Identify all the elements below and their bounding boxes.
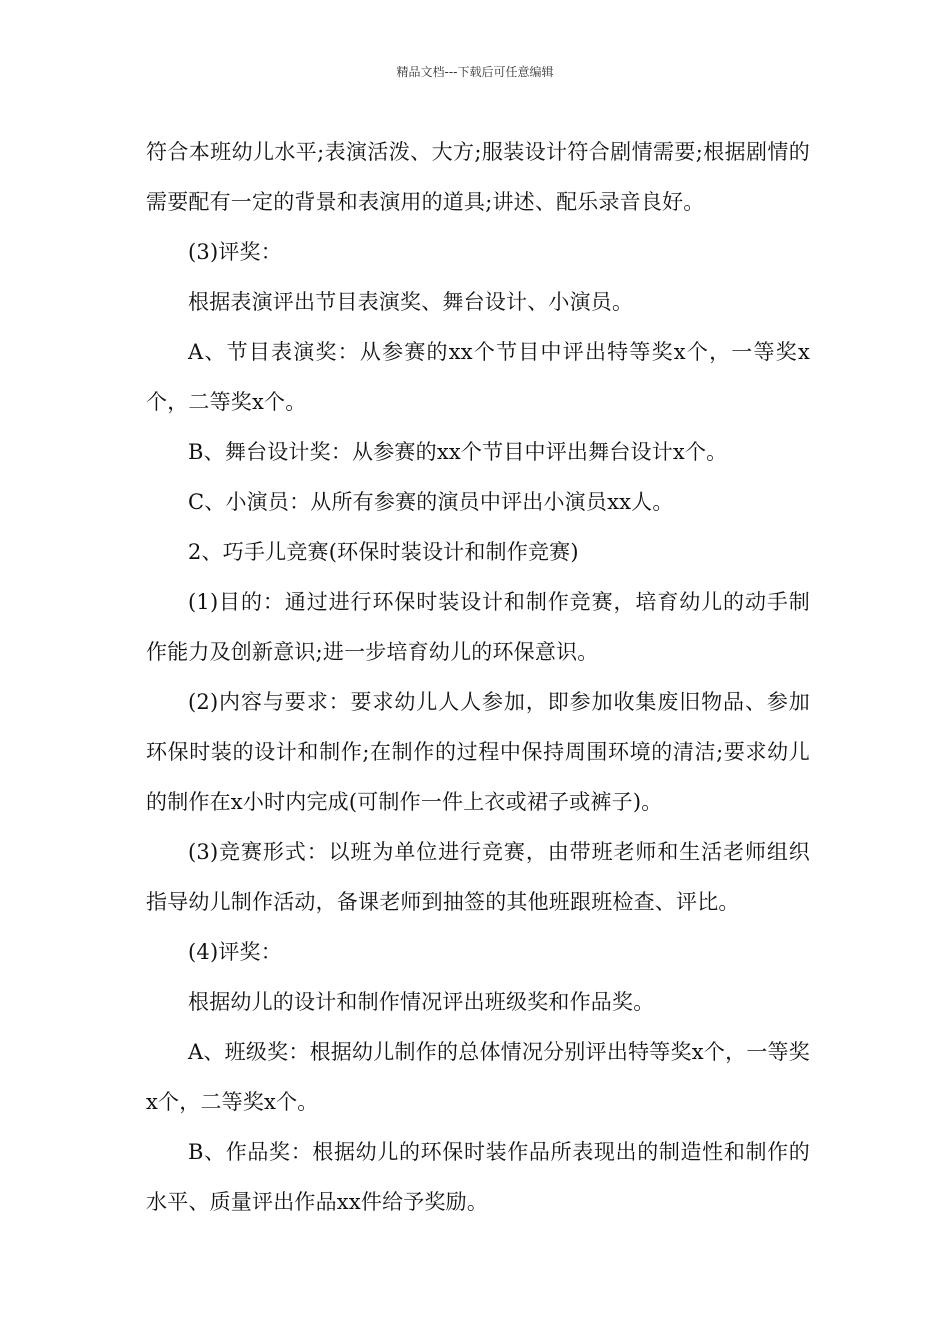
paragraph: (1)目的：通过进行环保时装设计和制作竞赛，培育幼儿的动手制作能力及创新意识;进一步培育幼儿的环保意识。 bbox=[146, 590, 810, 664]
paragraph: (3)评奖： bbox=[188, 240, 282, 264]
paragraph: C、小演员：从所有参赛的演员中评出小演员xx人。 bbox=[188, 490, 674, 514]
document-body bbox=[146, 127, 810, 1227]
paragraph: 符合本班幼儿水平;表演活泼、大方;服装设计符合剧情需要;根据剧情的需要配有一定的背景和表演用的道具;讲述、配乐录音良好。 bbox=[146, 140, 810, 214]
paragraph: B、舞台设计奖：从参赛的xx个节目中评出舞台设计x个。 bbox=[188, 440, 728, 464]
paragraph: (4)评奖： bbox=[188, 940, 282, 964]
paragraph: B、作品奖：根据幼儿的环保时装作品所表现出的制造性和制作的水平、质量评出作品xx件给予奖励。 bbox=[146, 1140, 810, 1214]
paragraph: (2)内容与要求：要求幼儿人人参加，即参加收集废旧物品、参加环保时装的设计和制作;在制作的过程中保持周围环境的清洁;要求幼儿的制作在x小时内完成(可制作一件上衣或裙子或裤子)。 bbox=[146, 690, 810, 814]
paragraph: (3)竞赛形式：以班为单位进行竞赛，由带班老师和生活老师组织指导幼儿制作活动，备课老师到抽签的其他班跟班检查、评比。 bbox=[146, 840, 810, 914]
paragraph: A、班级奖：根据幼儿制作的总体情况分别评出特等奖x个，一等奖x个，二等奖x个。 bbox=[146, 1040, 810, 1114]
paragraph: 根据幼儿的设计和制作情况评出班级奖和作品奖。 bbox=[188, 990, 655, 1014]
section-heading: 2、巧手儿竞赛(环保时装设计和制作竞赛) bbox=[188, 540, 579, 564]
paragraph: 根据表演评出节目表演奖、舞台设计、小演员。 bbox=[188, 290, 634, 314]
paragraph: A、节目表演奖：从参赛的xx个节目中评出特等奖x个，一等奖x个，二等奖x个。 bbox=[146, 340, 810, 414]
page-header: 精品文档---下载后可任意编辑 bbox=[396, 65, 554, 79]
